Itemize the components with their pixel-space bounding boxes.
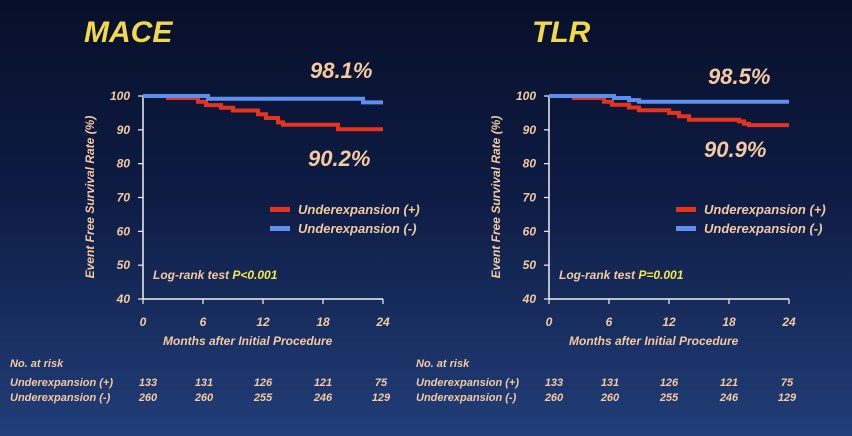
chart-panel-tlr: [406, 0, 832, 348]
risk-cell: 126: [659, 377, 679, 389]
risk-cell: 129: [371, 392, 391, 404]
risk-cell: 131: [194, 377, 214, 389]
p-value: P<0.001: [232, 268, 278, 282]
end-label-blue: 98.5%: [708, 64, 771, 89]
legend-label: Underexpansion (+): [298, 202, 420, 217]
risk-cell: 246: [719, 392, 739, 404]
logrank-text: Log-rank test: [153, 268, 230, 282]
y-tick-label: 80: [522, 156, 536, 171]
risk-row-label: Underexpansion (+): [416, 377, 519, 389]
y-tick-label: 60: [116, 224, 130, 239]
y-tick-label: 90: [116, 122, 130, 137]
y-tick-label: 90: [522, 122, 536, 137]
x-axis-label: Months after Initial Procedure: [163, 334, 333, 348]
y-tick-label: 60: [522, 224, 536, 239]
y-tick-label: 70: [116, 190, 130, 205]
risk-cell: 75: [780, 377, 794, 389]
y-tick-label: 50: [522, 258, 536, 273]
y-axis-label: Event Free Survival Rate (%): [83, 115, 97, 279]
risk-cell: 121: [719, 377, 739, 389]
risk-row-label: Underexpansion (-): [416, 392, 517, 404]
end-label-blue: 98.1%: [310, 58, 373, 83]
legend-label: Underexpansion (-): [704, 221, 823, 236]
p-value: P=0.001: [638, 268, 684, 282]
chart-title: MACE: [84, 16, 173, 49]
x-axis-label: Months after Initial Procedure: [569, 334, 739, 348]
y-tick-label: 80: [116, 156, 130, 171]
x-tick-label: 6: [199, 315, 207, 329]
legend-label: Underexpansion (+): [704, 202, 826, 217]
x-tick-label: 24: [376, 315, 390, 329]
x-tick-label: 12: [662, 315, 676, 329]
risk-cell: 260: [544, 392, 564, 404]
risk-cell: 260: [600, 392, 620, 404]
x-tick-label: 6: [605, 315, 613, 329]
y-axis-label: Event Free Survival Rate (%): [489, 115, 503, 279]
y-tick-label: 40: [116, 292, 130, 306]
x-tick-label: 18: [722, 315, 736, 329]
risk-cell: 131: [600, 377, 620, 389]
risk-cell: 255: [253, 392, 273, 404]
risk-row-label: Underexpansion (-): [10, 392, 111, 404]
risk-cell: 255: [659, 392, 679, 404]
y-tick-label: 100: [109, 89, 130, 103]
y-tick-label: 40: [522, 292, 536, 306]
end-label-red: 90.2%: [308, 146, 371, 171]
risk-cell: 260: [138, 392, 158, 404]
risk-row-label: Underexpansion (+): [10, 377, 113, 389]
risk-cell: 133: [138, 377, 158, 389]
x-tick-label: 12: [256, 315, 270, 329]
chart-title: TLR: [532, 16, 591, 49]
plot-svg: [406, 0, 832, 340]
end-label-red: 90.9%: [704, 137, 767, 162]
risk-cell: 126: [253, 377, 273, 389]
risk-cell: 133: [544, 377, 564, 389]
x-tick-label: 0: [545, 315, 553, 329]
logrank-text: Log-rank test: [559, 268, 636, 282]
risk-table-title: No. at risk: [416, 358, 470, 370]
x-tick-label: 24: [782, 315, 796, 329]
x-tick-label: 0: [139, 315, 147, 329]
risk-cell: 260: [194, 392, 214, 404]
risk-table-title: No. at risk: [10, 358, 64, 370]
chart-panel-mace: [0, 0, 426, 348]
y-tick-label: 100: [515, 89, 536, 103]
risk-cell: 75: [374, 377, 388, 389]
plot-svg: [0, 0, 426, 340]
risk-cell: 129: [777, 392, 797, 404]
risk-cell: 246: [313, 392, 333, 404]
x-tick-label: 18: [316, 315, 330, 329]
risk-cell: 121: [313, 377, 333, 389]
legend-label: Underexpansion (-): [298, 221, 417, 236]
y-tick-label: 70: [522, 190, 536, 205]
y-tick-label: 50: [116, 258, 130, 273]
series-line-underexpansion-plus: [143, 96, 383, 129]
